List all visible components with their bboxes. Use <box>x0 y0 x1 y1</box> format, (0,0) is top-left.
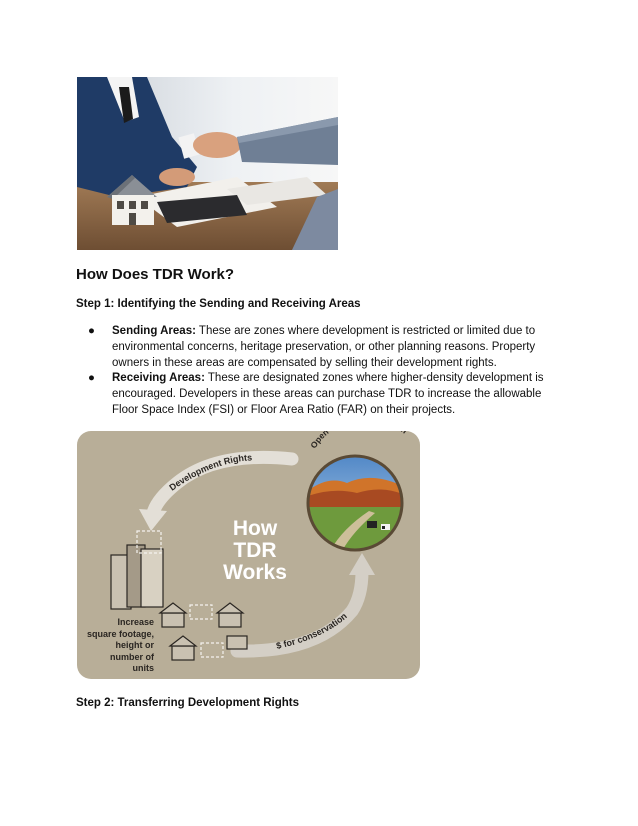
infographic-title <box>200 518 310 584</box>
areas-list <box>76 324 556 419</box>
list-item-sending-areas <box>76 324 556 371</box>
bullet-icon: ● <box>88 325 95 337</box>
increase-label <box>80 617 154 675</box>
bullet-label: Sending Areas: <box>112 325 196 337</box>
increase-line: square footage, <box>86 628 154 639</box>
increase-line: number of <box>110 651 154 662</box>
infographic-title-line: TDR <box>233 539 277 562</box>
increase-line: units <box>132 663 154 673</box>
increase-line: Increase <box>117 617 154 627</box>
infographic-title-line: How <box>232 517 278 540</box>
bullet-text: These are designated zones where higher-density development is encouraged. Developers in these areas can purchase TDR to increase the allowable Floor Space Index (FSI) or Floor Area Ratio (FAR) on their projects. <box>112 372 544 416</box>
infographic-title-line: Works <box>223 561 287 584</box>
arc-label-open-space: Open <box>308 431 331 451</box>
arc-label-development-rights: Development Rights <box>167 452 253 493</box>
bullet-icon: ● <box>88 372 95 385</box>
step2-title: Step 2: Transferring Development Rights <box>76 697 300 709</box>
step1-title: Step 1: Identifying the Sending and Receiving Areas <box>76 298 361 310</box>
arc-label-conservation: $ for conservation <box>275 610 349 651</box>
handshake-photo <box>77 77 338 250</box>
section-heading: How Does TDR Work? <box>76 266 235 283</box>
list-item-receiving-areas <box>76 371 556 418</box>
increase-line: height or <box>115 640 154 650</box>
bullet-text: These are zones where development is restricted or limited due to environmental concerns, heritage preservation, or other planning reasons. Property owners in these areas are compensated by selling their development rights. <box>112 325 536 369</box>
bullet-label: Receiving Areas: <box>112 372 205 385</box>
